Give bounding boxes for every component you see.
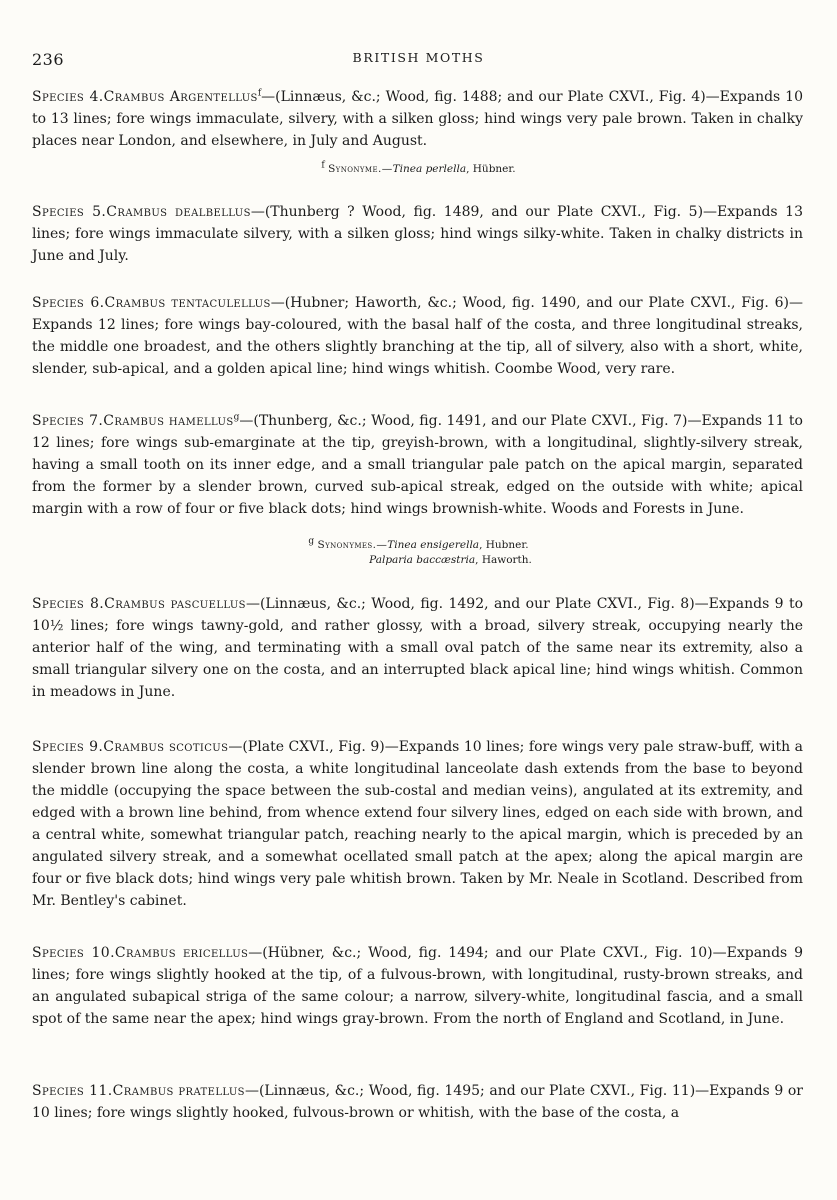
species-entry-5 [32, 201, 803, 267]
species-description: —(Linnæus, &c.; Wood, fig. 1488; and our Plate CXVI., Fig. 4)—Expands 10 to 13 lines; fore wings immaculate, silvery, with a silken gloss; hind wings very pale brown. Taken in chalky places near London, and elsewhere, in July and August. [32, 89, 803, 149]
species-entry-6 [32, 292, 803, 380]
species-genus: Crambus [112, 1083, 174, 1099]
footnote-mark: g [308, 536, 315, 547]
species-entry-4 [32, 86, 803, 152]
species-entry-9 [32, 736, 803, 912]
species-entry-10 [32, 942, 803, 1030]
species-label: Species 9. [32, 739, 104, 755]
species-name: dealbellus [175, 204, 251, 220]
species-genus: Crambus [104, 596, 166, 612]
species-label: Species 8. [32, 596, 105, 612]
species-genus: Crambus [103, 739, 165, 755]
species-description: —(Hubner; Haworth, &c.; Wood, fig. 1490, and our Plate CXVI., Fig. 6)—Expands 12 lines; fore wings bay-coloured, with the basal half of the costa, and three longitudinal streaks, the middle one broadest, and the others slightly branching at the tip, all of silvery, also with a short, white, slender, sub-apical, and a golden apical line; hind wings whitish. Coombe Wood, very rare. [32, 295, 803, 377]
running-title: BRITISH MOTHS [352, 50, 485, 65]
synonym-author: , Haworth. [475, 554, 532, 566]
footnote-line [0, 538, 837, 553]
footnote-label: Synonyme.— [328, 163, 393, 175]
species-label: Species 11. [32, 1083, 113, 1099]
page-header [0, 50, 837, 74]
species-name: pratellus [178, 1083, 245, 1099]
synonym-name: Tinea ensigerella [387, 539, 480, 551]
species-description: —(Thunberg, &c.; Wood, fig. 1491, and our Plate CXVI., Fig. 7)—Expands 11 to 12 lines; fore wings sub-emarginate at the tip, greyish-brown, with a longitudinal, slightly-silvery streak, having a small tooth on its inner edge, and a small triangular pale patch on the apical margin, separated from the former by a slender brown, curved sub-apical streak, edged on the outside with white; apical margin with a row of four or five black dots; hind wings brownish-white. Woods and Forests in June. [32, 413, 803, 517]
species-name: scoticus [168, 739, 229, 755]
species-entry-7 [32, 410, 803, 520]
footnote-g [0, 538, 837, 568]
species-genus: Crambus [103, 89, 165, 105]
species-description: —(Plate CXVI., Fig. 9)—Expands 10 lines; fore wings very pale straw-buff, with a slender brown line along the costa, a white longitudinal lanceolate dash extends from the base to beyond the middle (occupying the space between the sub-costal and median veins), angulated at its extremity, and edged with a brown line behind, from whence extend four silvery lines, edged on each side with brown, and a central white, somewhat triangular patch, reaching nearly to the apical margin, which is preceded by an angulated silvery streak, and a somewhat ocellated small patch at the apex; along the apical margin are four or five black dots; hind wings very pale whitish brown. Taken by Mr. Neale in Scotland. Described from Mr. Bentley's cabinet. [32, 739, 804, 909]
species-genus: Crambus [114, 945, 177, 961]
page-number: 236 [32, 50, 65, 69]
species-description: —(Thunberg ? Wood, fig. 1489, and our Plate CXVI., Fig. 5)—Expands 13 lines; fore wings immaculate silvery, with a silken gloss; hind wings silky-white. Taken in chalky districts in June and July. [32, 204, 803, 264]
synonym-name: Palparia baccæstria [369, 554, 476, 566]
synonym-author: , Hübner. [466, 163, 516, 175]
species-label: Species 4. [32, 89, 104, 105]
footnote-mark: f [321, 160, 325, 171]
species-name: pascuellus [170, 596, 246, 612]
species-name: ericellus [182, 945, 249, 961]
species-genus: Crambus [104, 295, 166, 311]
synonym-author: , Hubner. [479, 539, 529, 551]
species-description: —(Linnæus, &c.; Wood, fig. 1492, and our Plate CXVI., Fig. 8)—Expands 9 to 10½ lines; fore wings tawny-gold, and rather glossy, with a broad, silvery streak, occupying nearly the anterior half of the wing, and terminating with a small oval patch of the same near its extremity, also a small triangular silvery one on the costa, and an interrupted black apical line; hind wings whitish. Common in meadows in June. [32, 596, 803, 700]
footnote-mark: g [233, 412, 240, 423]
species-label: Species 5. [32, 204, 107, 220]
species-name: hamellus [168, 413, 234, 429]
species-label: Species 10. [32, 945, 115, 961]
species-name: tentaculellus [171, 295, 271, 311]
synonym-name: Tinea perlella [392, 163, 467, 175]
species-entry-8 [32, 593, 803, 703]
species-label: Species 7. [32, 413, 104, 429]
species-description: —(Linnæus, &c.; Wood, fig. 1495; and our Plate CXVI., Fig. 11)—Expands 9 or 10 lines; fore wings slightly hooked, fulvous-brown or whitish, with the base of the costa, a [32, 1083, 803, 1121]
species-genus: Crambus [106, 204, 168, 220]
footnote-line [0, 553, 837, 568]
species-label: Species 6. [32, 295, 105, 311]
species-description: —(Hübner, &c.; Wood, fig. 1494; and our Plate CXVI., Fig. 10)—Expands 9 lines; fore wings slightly hooked at the tip, of a fulvous-brown, with longitudinal, rusty-brown streaks, and an angulated subapical striga of the same colour; a narrow, silvery-white, longitudinal fascia, and a small spot of the same near the apex; hind wings gray-brown. From the north of England and Scotland, in June. [32, 945, 803, 1027]
footnote-label: Synonymes.— [317, 539, 388, 551]
species-name: Argentellus [169, 89, 258, 105]
species-genus: Crambus [103, 413, 165, 429]
footnote-mark: f [257, 88, 262, 99]
species-entry-11 [32, 1080, 803, 1124]
footnote-f [0, 162, 837, 177]
